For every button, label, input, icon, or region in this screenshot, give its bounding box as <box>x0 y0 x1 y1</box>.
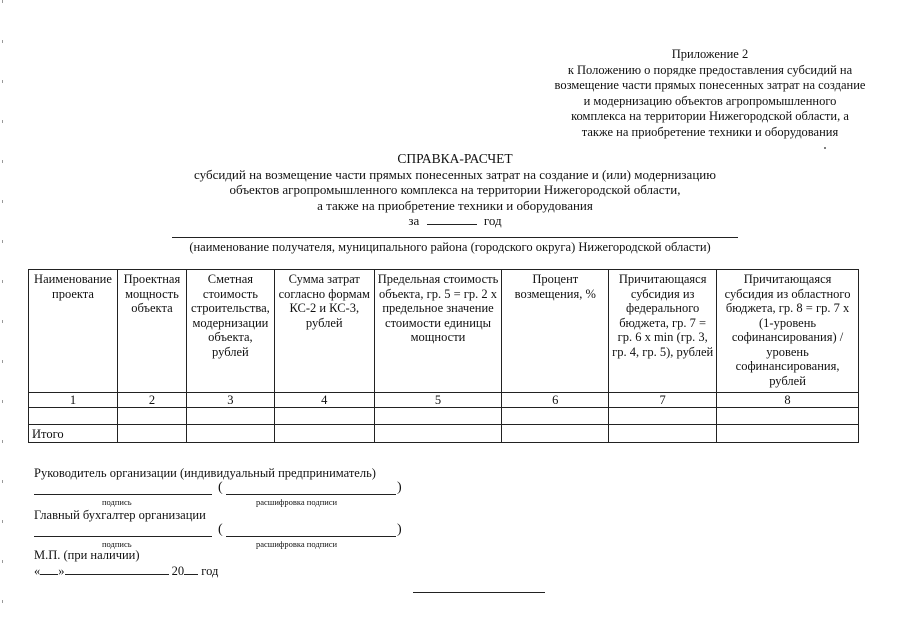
stamp-label: М.П. (при наличии) <box>34 548 140 562</box>
document-subtitle-line-1: субсидий на возмещение части прямых понесенных затрат на создание и (или) модернизацию <box>194 166 716 182</box>
accountant-signature-line <box>34 536 212 537</box>
table-cell <box>717 408 859 425</box>
column-number: 1 <box>29 393 118 408</box>
stray-dot <box>824 147 826 149</box>
recipient-line <box>172 237 738 238</box>
appendix-line-4: и модернизацию объектов агропромышленного <box>583 93 837 108</box>
table-header-row <box>29 270 859 393</box>
column-number: 4 <box>274 393 374 408</box>
table-cell <box>717 425 859 443</box>
table-cell <box>117 425 186 443</box>
year-line <box>150 213 760 229</box>
table-header-cell: Сметная стоимость строительства, модернизации объекта, рублей <box>186 270 274 393</box>
year-prefix: за <box>408 213 420 228</box>
date-line <box>34 564 218 579</box>
total-label: Итого <box>29 425 118 443</box>
table-header-cell: Процент возмещения, % <box>502 270 609 393</box>
document-heading: СПРАВКА-РАСЧЕТ <box>397 151 513 166</box>
head-decode-line <box>226 494 396 495</box>
accountant-decode-close-paren: ) <box>397 522 402 537</box>
table-header-cell: Наименование проекта <box>29 270 118 393</box>
head-decode-close-paren: ) <box>397 480 402 495</box>
date-month-blank <box>65 574 169 575</box>
column-number: 2 <box>117 393 186 408</box>
accountant-decode-line <box>226 536 396 537</box>
column-number: 3 <box>186 393 274 408</box>
head-signature-label: Руководитель организации (индивидуальный предприниматель) <box>34 466 376 480</box>
table-header-cell: Сумма затрат согласно формам КС-2 и КС-3, рублей <box>274 270 374 393</box>
appendix-line-5: комплекса на территории Нижегородской области, а <box>571 109 849 123</box>
table-cell <box>186 425 274 443</box>
table-cell <box>186 408 274 425</box>
table-cell <box>274 425 374 443</box>
appendix-line-6: также на приобретение техники и оборудования <box>581 124 839 139</box>
table-cell <box>117 408 186 425</box>
table-cell <box>609 425 717 443</box>
appendix-line-1: Приложение 2 <box>671 47 749 61</box>
recipient-caption: (наименование получателя, муниципального района (городского округа) Нижегородской области) <box>189 240 711 254</box>
head-decode-open-paren: ( <box>218 480 223 495</box>
date-year-prefix: 20 <box>171 564 185 578</box>
column-number: 7 <box>609 393 717 408</box>
table-cell <box>374 408 502 425</box>
accountant-signature-label: Главный бухгалтер организации <box>34 508 206 522</box>
document-subtitle-line-2: объектов агропромышленного комплекса на территории Нижегородской области, <box>229 182 681 197</box>
year-suffix: год <box>483 213 502 228</box>
page-edge-marks <box>2 0 3 640</box>
head-decode-caption: расшифровка подписи <box>256 497 338 507</box>
table-header-cell: Проектная мощность объекта <box>117 270 186 393</box>
column-number: 8 <box>717 393 859 408</box>
footer-rule <box>413 592 545 593</box>
table-cell <box>374 425 502 443</box>
total-row <box>29 425 859 443</box>
column-number: 6 <box>502 393 609 408</box>
table-cell <box>502 425 609 443</box>
column-number-row <box>29 393 859 408</box>
table-cell <box>609 408 717 425</box>
table-row <box>29 408 859 425</box>
table-header-cell: Причитающаяся субсидия из федерального бюджета, гр. 7 = гр. 6 x min (гр. 3, гр. 4, гр. 5), рублей <box>609 270 717 393</box>
year-blank <box>427 224 477 225</box>
head-sign-caption: подпись <box>102 497 132 507</box>
accountant-decode-open-paren: ( <box>218 522 223 537</box>
document-subtitle-line-3: а также на приобретение техники и оборудования <box>317 197 593 213</box>
date-year-blank <box>184 574 198 575</box>
column-number: 5 <box>374 393 502 408</box>
date-day-blank <box>40 574 58 575</box>
date-open-quote: « <box>34 564 41 578</box>
date-close-quote: » <box>58 564 65 578</box>
document-title-block <box>150 151 760 229</box>
head-signature-line <box>34 494 212 495</box>
table-cell <box>274 408 374 425</box>
accountant-decode-caption: расшифровка подписи <box>256 539 338 549</box>
table-header-cell: Предельная стоимость объекта, гр. 5 = гр. 2 х предельное значение стоимости единицы мощности <box>374 270 502 393</box>
table-header-cell: Причитающаяся субсидия из областного бюджета, гр. 8 = гр. 7 х (1-уровень софинансирования) /уровень софинансирования, рублей <box>717 270 859 393</box>
appendix-line-3: возмещение части прямых понесенных затрат на создание <box>554 78 866 92</box>
table-cell <box>29 408 118 425</box>
appendix-line-2: к Положению о порядке предоставления субсидий на <box>567 62 853 77</box>
table-cell <box>502 408 609 425</box>
date-year-suffix: год <box>201 564 219 578</box>
calculation-table <box>28 269 859 443</box>
appendix-block <box>520 47 900 140</box>
accountant-sign-caption: подпись <box>102 539 132 549</box>
